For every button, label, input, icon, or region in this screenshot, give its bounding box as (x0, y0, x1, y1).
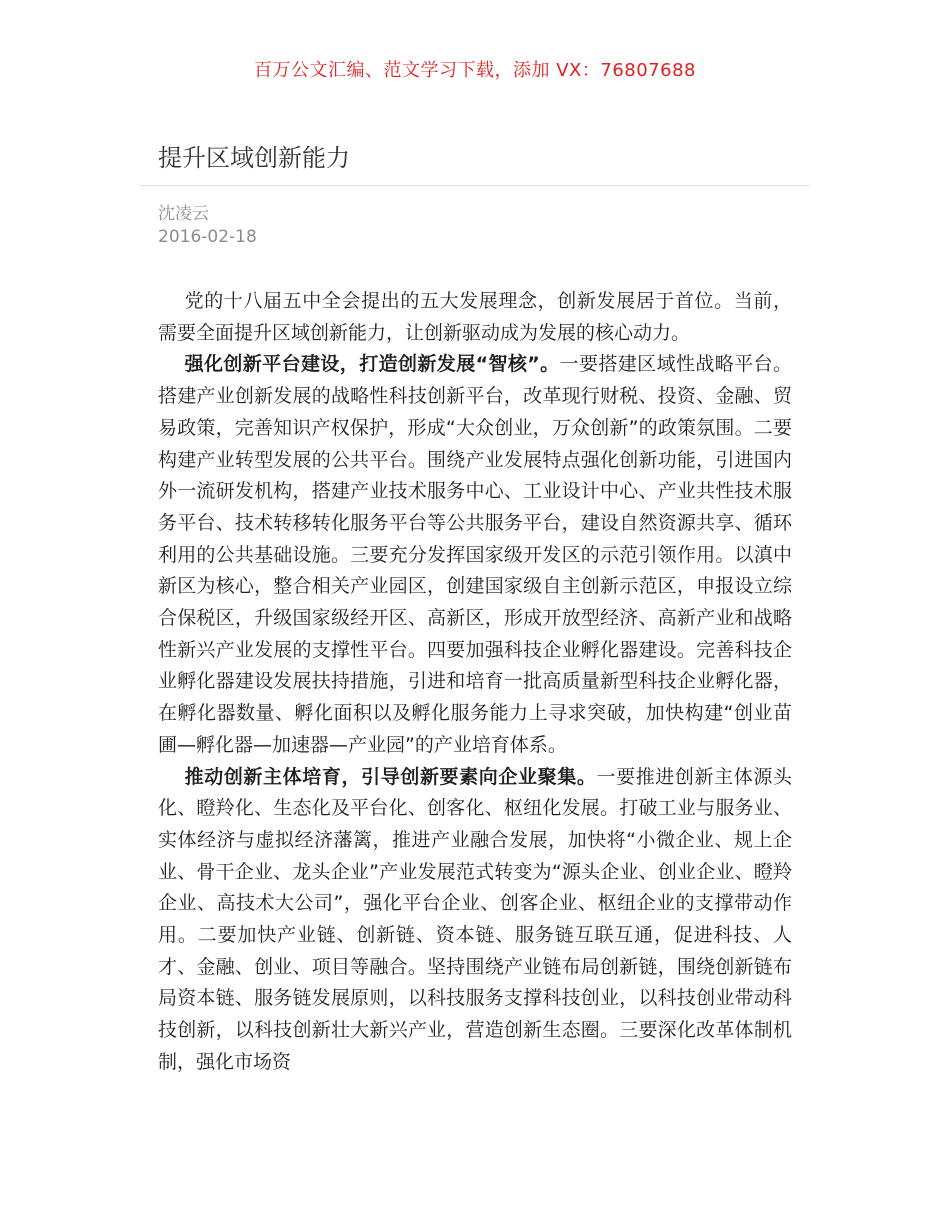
paragraph (158, 349, 792, 761)
title-divider (140, 185, 810, 186)
paragraph-text: 一要搭建区域性战略平台。搭建产业创新发展的战略性科技创新平台，改革现行财税、投资、金融、贸易政策，完善知识产权保护，形成“大众创业，万众创新”的政策氛围。二要构建产业转型发展的公共平台。围绕产业发展特点强化创新功能，引进国内外一流研发机构，搭建产业技术服务中心、工业设计中心、产业共性技术服务平台、技术转移转化服务平台等公共服务平台，建设自然资源共享、循环利用的公共基础设施。三要充分发挥国家级开发区的示范引领作用。以滇中新区为核心，整合相关产业园区，创建国家级自主创新示范区，申报设立综合保税区，升级国家级经开区、高新区，形成开放型经济、高新产业和战略性新兴产业发展的支撑性平台。四要加强科技企业孵化器建设。完善科技企业孵化器建设发展扶持措施，引进和培育一批高质量新型科技企业孵化器，在孵化器数量、孵化面积以及孵化服务能力上寻求突破，加快构建“创业苗圃—孵化器—加速器—产业园”的产业培育体系。 (158, 353, 792, 756)
paragraph-text: 一要推进创新主体源头化、瞪羚化、生态化及平台化、创客化、枢纽化发展。打破工业与服务业、实体经济与虚拟经济藩篱，推进产业融合发展，加快将“小微企业、规上企业、骨干企业、龙头企业”产业发展范式转变为“源头企业、创业企业、瞪羚企业、高技术大公司”，强化平台企业、创客企业、枢纽企业的支撑带动作用。二要加快产业链、创新链、资本链、服务链互联互通，促进科技、人才、金融、创业、项目等融合。坚持围绕产业链布局创新链，围绕创新链布局资本链、服务链发展原则，以科技服务支撑科技创业，以科技创业带动科技创新，以科技创新壮大新兴产业，营造创新生态圈。三要深化改革体制机制，强化市场资 (158, 765, 792, 1073)
paragraph-lead: 强化创新平台建设，打造创新发展“智核”。 (184, 353, 560, 376)
header-banner: 百万公文汇编、范文学习下载，添加 VX：76807688 (254, 60, 696, 81)
author-name: 沈凌云 (158, 204, 209, 224)
paragraph (158, 286, 792, 349)
paragraph-text: 党的十八届五中全会提出的五大发展理念，创新发展居于首位。当前，需要全面提升区域创新能力，让创新驱动成为发展的核心动力。 (158, 290, 792, 344)
article-meta (158, 203, 257, 249)
publish-date: 2016-02-18 (158, 227, 257, 247)
paragraph (158, 762, 792, 1079)
article-title: 提升区域创新能力 (158, 144, 350, 172)
paragraph-lead: 推动创新主体培育，引导创新要素向企业聚集。 (184, 765, 597, 788)
article-body (158, 286, 792, 1079)
